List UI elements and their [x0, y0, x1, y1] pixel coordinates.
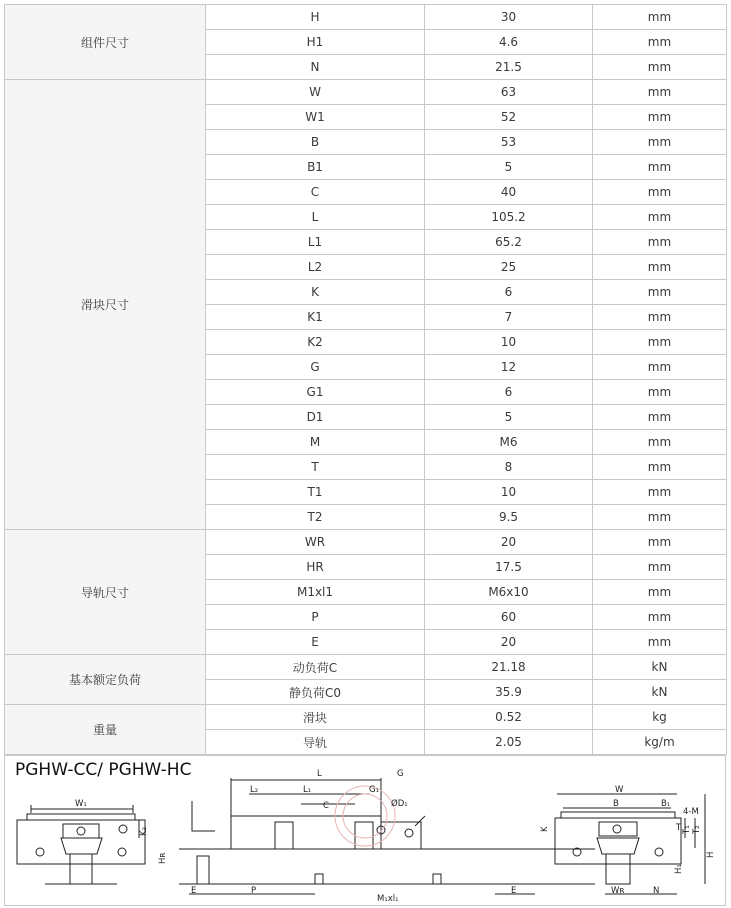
value-cell: 105.2 — [425, 205, 593, 230]
value-cell: 20 — [425, 630, 593, 655]
param-cell: L2 — [206, 255, 425, 280]
param-cell: W — [206, 80, 425, 105]
value-cell: 0.52 — [425, 705, 593, 730]
param-cell: HR — [206, 555, 425, 580]
table-row — [5, 655, 727, 680]
value-cell: 25 — [425, 255, 593, 280]
table-row — [5, 530, 727, 555]
label-l: L — [317, 769, 322, 779]
value-cell: 17.5 — [425, 555, 593, 580]
label-l2: L₂ — [250, 785, 259, 795]
label-t2: T₂ — [692, 825, 702, 834]
unit-cell: mm — [593, 230, 727, 255]
param-cell: K2 — [206, 330, 425, 355]
value-cell: 63 — [425, 80, 593, 105]
label-4m: 4-M — [683, 807, 699, 817]
unit-cell: mm — [593, 405, 727, 430]
unit-cell: mm — [593, 30, 727, 55]
table-row — [5, 5, 727, 30]
unit-cell: mm — [593, 530, 727, 555]
label-t: T — [676, 823, 682, 833]
param-cell: 动负荷C — [206, 655, 425, 680]
unit-cell: kg — [593, 705, 727, 730]
param-cell: L — [206, 205, 425, 230]
value-cell: 52 — [425, 105, 593, 130]
param-cell: N — [206, 55, 425, 80]
drawing-svg — [5, 756, 725, 905]
param-cell: D1 — [206, 405, 425, 430]
value-cell: 53 — [425, 130, 593, 155]
label-h: H — [706, 851, 716, 858]
value-cell: 20 — [425, 530, 593, 555]
unit-cell: mm — [593, 305, 727, 330]
value-cell: 6 — [425, 380, 593, 405]
label-e-right: E — [511, 886, 517, 896]
group-label: 滑块尺寸 — [5, 80, 206, 530]
value-cell: 10 — [425, 330, 593, 355]
value-cell: 65.2 — [425, 230, 593, 255]
param-cell: G — [206, 355, 425, 380]
param-cell: M1xl1 — [206, 580, 425, 605]
label-b1: B₁ — [661, 799, 671, 809]
unit-cell: mm — [593, 280, 727, 305]
drawing-title: PGHW-CC/ PGHW-HC — [15, 760, 192, 780]
label-p: P — [251, 886, 257, 896]
value-cell: 10 — [425, 480, 593, 505]
table-row — [5, 705, 727, 730]
label-w1: W₁ — [75, 799, 87, 809]
label-d1: ØD₁ — [391, 799, 408, 809]
label-m1l1: M₁xl₁ — [377, 894, 399, 904]
label-w: W — [615, 785, 624, 795]
spec-table-body — [5, 5, 727, 755]
unit-cell: mm — [593, 330, 727, 355]
param-cell: H — [206, 5, 425, 30]
value-cell: 7 — [425, 305, 593, 330]
unit-cell: mm — [593, 155, 727, 180]
label-t1: T₁ — [682, 825, 692, 834]
unit-cell: kg/m — [593, 730, 727, 755]
unit-cell: mm — [593, 5, 727, 30]
label-k2: K₂ — [139, 827, 149, 836]
unit-cell: mm — [593, 355, 727, 380]
label-c: C — [323, 801, 329, 811]
unit-cell: mm — [593, 130, 727, 155]
unit-cell: kN — [593, 680, 727, 705]
param-cell: H1 — [206, 30, 425, 55]
value-cell: 35.9 — [425, 680, 593, 705]
group-label: 组件尺寸 — [5, 5, 206, 80]
label-n: N — [653, 886, 660, 896]
param-cell: W1 — [206, 105, 425, 130]
value-cell: M6x10 — [425, 580, 593, 605]
unit-cell: mm — [593, 455, 727, 480]
param-cell: B1 — [206, 155, 425, 180]
value-cell: M6 — [425, 430, 593, 455]
label-g: G — [397, 769, 404, 779]
label-e-left: E — [191, 886, 197, 896]
param-cell: T — [206, 455, 425, 480]
param-cell: T1 — [206, 480, 425, 505]
value-cell: 21.18 — [425, 655, 593, 680]
value-cell: 6 — [425, 280, 593, 305]
unit-cell: mm — [593, 605, 727, 630]
unit-cell: mm — [593, 630, 727, 655]
param-cell: 导轨 — [206, 730, 425, 755]
value-cell: 21.5 — [425, 55, 593, 80]
label-wr: Wʀ — [611, 886, 625, 896]
param-cell: B — [206, 130, 425, 155]
unit-cell: mm — [593, 505, 727, 530]
value-cell: 9.5 — [425, 505, 593, 530]
param-cell: K1 — [206, 305, 425, 330]
unit-cell: mm — [593, 80, 727, 105]
param-cell: E — [206, 630, 425, 655]
label-b: B — [613, 799, 619, 809]
group-label: 基本额定负荷 — [5, 655, 206, 705]
param-cell: WR — [206, 530, 425, 555]
param-cell: G1 — [206, 380, 425, 405]
group-label: 导轨尺寸 — [5, 530, 206, 655]
value-cell: 40 — [425, 180, 593, 205]
unit-cell: mm — [593, 580, 727, 605]
middle-side-view — [179, 778, 595, 894]
left-end-view — [17, 805, 145, 884]
param-cell: M — [206, 430, 425, 455]
unit-cell: mm — [593, 205, 727, 230]
unit-cell: mm — [593, 430, 727, 455]
unit-cell: mm — [593, 55, 727, 80]
label-l1: L₁ — [303, 785, 312, 795]
label-k: K — [540, 826, 550, 832]
param-cell: K — [206, 280, 425, 305]
param-cell: C — [206, 180, 425, 205]
value-cell: 12 — [425, 355, 593, 380]
label-h1: H₁ — [674, 864, 684, 874]
spec-table — [4, 4, 727, 755]
unit-cell: mm — [593, 255, 727, 280]
unit-cell: mm — [593, 180, 727, 205]
value-cell: 60 — [425, 605, 593, 630]
unit-cell: mm — [593, 480, 727, 505]
param-cell: 静负荷C0 — [206, 680, 425, 705]
unit-cell: mm — [593, 105, 727, 130]
unit-cell: mm — [593, 380, 727, 405]
label-g1: G₁ — [369, 785, 379, 795]
param-cell: T2 — [206, 505, 425, 530]
unit-cell: mm — [593, 555, 727, 580]
table-row — [5, 80, 727, 105]
param-cell: P — [206, 605, 425, 630]
technical-drawing — [4, 755, 726, 906]
value-cell: 2.05 — [425, 730, 593, 755]
label-hr: Hʀ — [158, 852, 168, 864]
param-cell: 滑块 — [206, 705, 425, 730]
unit-cell: kN — [593, 655, 727, 680]
value-cell: 4.6 — [425, 30, 593, 55]
value-cell: 5 — [425, 155, 593, 180]
value-cell: 5 — [425, 405, 593, 430]
param-cell: L1 — [206, 230, 425, 255]
group-label: 重量 — [5, 705, 206, 755]
value-cell: 8 — [425, 455, 593, 480]
value-cell: 30 — [425, 5, 593, 30]
